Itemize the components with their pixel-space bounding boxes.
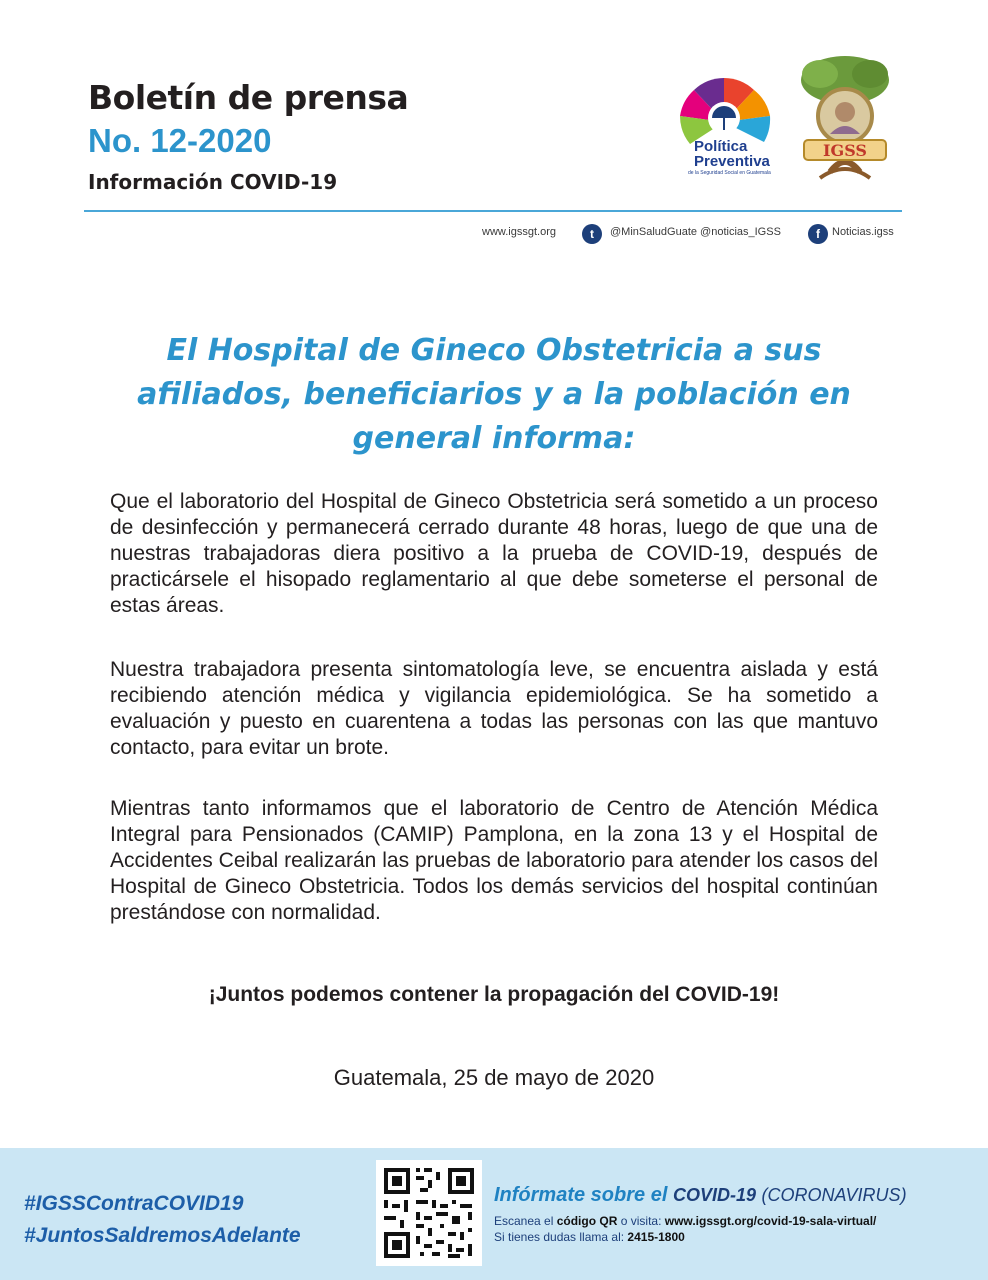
virtual-room-link[interactable]: www.igssgt.org/covid-19-sala-virtual/	[664, 1214, 877, 1228]
hashtag-igss: #IGSSContraCOVID19	[24, 1192, 244, 1215]
body-paragraph-1: Que el laboratorio del Hospital de Gineco Obstetricia será sometido a un proceso de desinfección y permanecerá cerrado durante 48 horas, luego de que una de nuestras trabajadoras diera positivo a la prueba de COVID-19, después de practicársele el hisopado reglamentario al que debe someterse el personal de estas áreas.	[110, 490, 878, 617]
igss-logo	[790, 52, 900, 182]
twitter-icon: t	[582, 224, 602, 244]
bulletin-number: No. 12-2020	[88, 122, 272, 159]
body-paragraph-3: Mientras tanto informamos que el laboratorio de Centro de Atención Médica Integral para Pensionados (CAMIP) Pamplona, en la zona 13 y el Hospital de Accidentes Ceibal realizarán las pruebas de laboratorio para atender los casos del Hospital de Gineco Obstetricia. Todos los demás servicios del hospital continúan prestándose con normalidad.	[110, 797, 878, 924]
bulletin-title: Boletín de prensa	[88, 78, 409, 117]
qr-code[interactable]	[376, 1160, 482, 1266]
hashtag-juntos: #JuntosSaldremosAdelante	[24, 1224, 301, 1247]
header-divider	[84, 210, 902, 212]
dateline: Guatemala, 25 de mayo de 2020	[333, 1065, 655, 1090]
hashtags	[24, 1188, 301, 1252]
bulletin-subtitle: Información COVID-19	[88, 170, 338, 194]
slogan: ¡Juntos podemos contener la propagación del COVID-19!	[208, 983, 780, 1006]
info-title: Infórmate sobre el COVID-19 (CORONAVIRUS)	[494, 1184, 907, 1206]
twitter-handles[interactable]: @MinSaludGuate @noticias_IGSS	[610, 226, 781, 238]
politica-logo-tagline: de la Seguridad Social en Guatemala	[688, 170, 771, 176]
body-paragraph-2: Nuestra trabajadora presenta sintomatología leve, se encuentra aislada y está recibiendo atención médica y vigilancia epidemiológica. Se ha sometido a evaluación y puesto en cuarentena a todas las personas con las que mantuvo contacto, para evitar un brote.	[110, 658, 878, 759]
scan-instructions: Escanea el código QR o visita: www.igssgt.org/covid-19-sala-virtual/	[494, 1214, 877, 1228]
phone-line: Si tienes dudas llama al: 2415-1800	[494, 1230, 685, 1244]
phone-number[interactable]: 2415-1800	[627, 1230, 685, 1244]
igss-logo-text: IGSS	[823, 141, 867, 160]
politica-logo-text: Política Preventiva	[694, 138, 770, 170]
facebook-page[interactable]: Noticias.igss	[832, 226, 894, 238]
facebook-icon: f	[808, 224, 828, 244]
website-link[interactable]: www.igssgt.org	[482, 226, 556, 238]
headline: El Hospital de Gineco Obstetricia a sus afiliados, beneficiarios y a la población en general informa:	[137, 333, 851, 456]
